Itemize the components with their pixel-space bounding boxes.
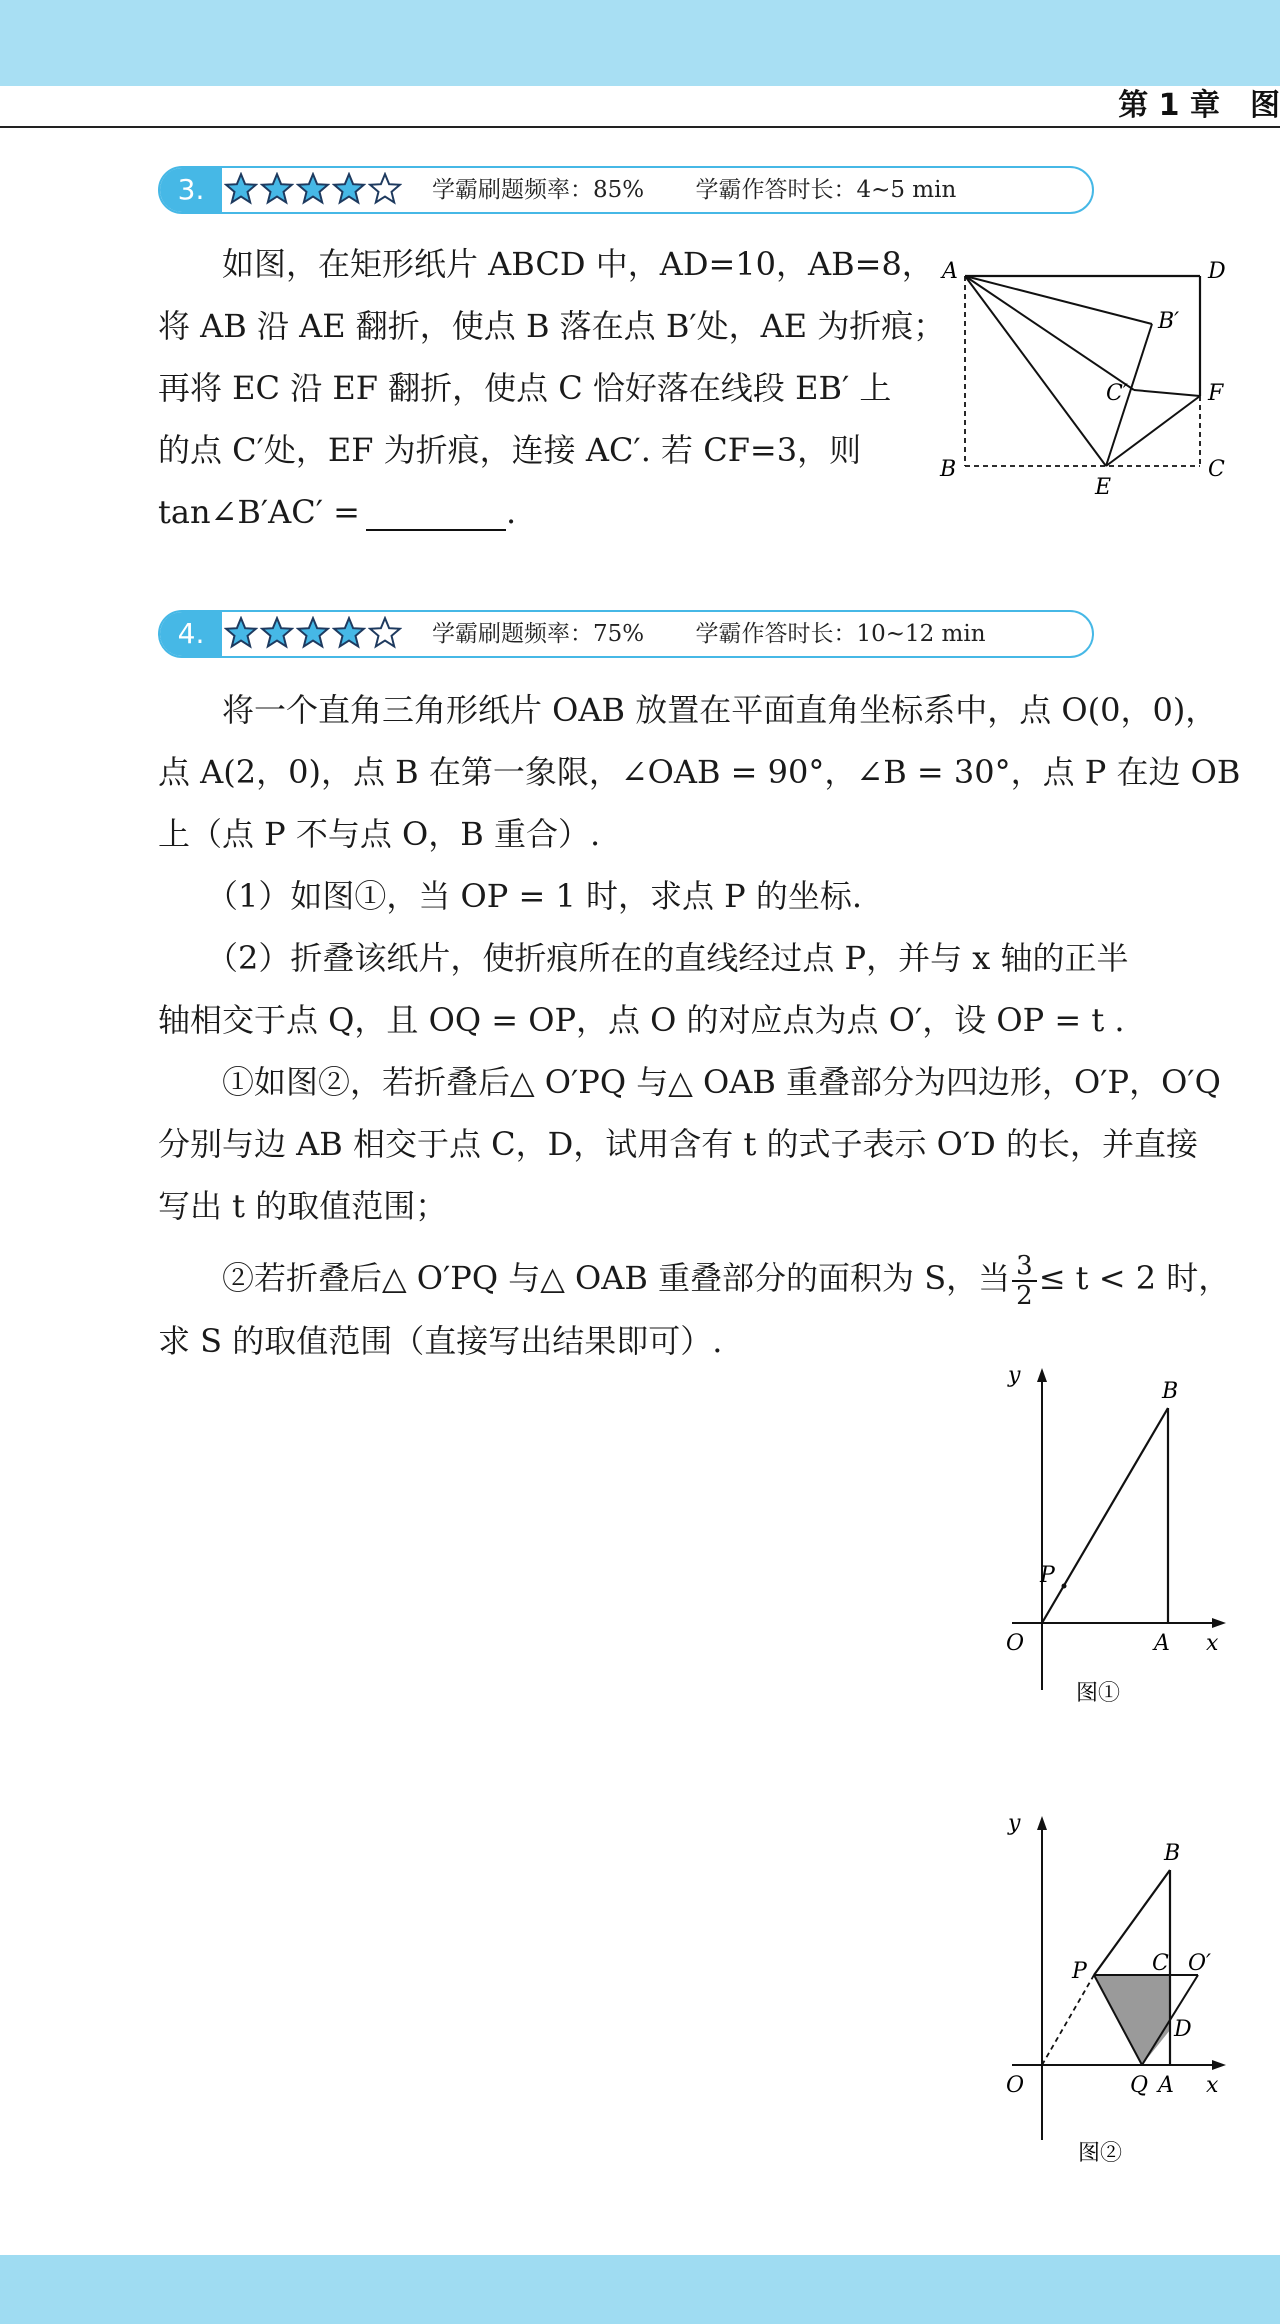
label-c-prime: C′ (1106, 381, 1128, 406)
label-e: E (1095, 475, 1112, 500)
question-4-bar (158, 610, 1094, 658)
question-meta (432, 612, 1030, 656)
question-number: 3. (160, 168, 222, 212)
star-filled-icon (296, 616, 330, 650)
star-empty-icon (368, 616, 402, 650)
text-line: 求 S 的取值范围（直接写出结果即可）. (158, 1321, 723, 1360)
bottom-band (0, 2255, 1280, 2324)
text-line: 如图，在矩形纸片 ABCD 中，AD=10，AB=8， (158, 245, 934, 283)
axis-y-label: y (1008, 1811, 1021, 1836)
text-line: 的点 C′处，EF 为折痕，连接 AC′. 若 CF=3，则 (158, 431, 862, 469)
label-b: B (1164, 1841, 1181, 1866)
label-o: O (1006, 1631, 1025, 1656)
label-f: F (1208, 381, 1224, 406)
axis-y-label: y (1008, 1363, 1021, 1388)
text-line: 写出 t 的取值范围； (158, 1187, 448, 1225)
star-filled-icon (332, 616, 366, 650)
top-band (0, 0, 1280, 86)
label-d: D (1174, 2017, 1192, 2042)
label-c: C (1152, 1951, 1169, 1976)
text-line: 将 AB 沿 AE 翻折，使点 B 落在点 B′处，AE 为折痕； (158, 307, 946, 345)
text-line: 点 A(2，0)，点 B 在第一象限，∠OAB = 90°，∠B = 30°，点 P 在边 OB (158, 753, 1241, 791)
label-p: P (1072, 1959, 1087, 1984)
axis-x-label: x (1206, 1631, 1219, 1656)
figure-2-caption: 图② (1078, 2141, 1123, 2166)
axis-x-label: x (1206, 2073, 1219, 2098)
text-segment: ≤ t < 2 时， (1038, 1259, 1231, 1297)
label-o: O (1006, 2073, 1025, 2098)
tan-expression: tan∠B′AC′ = (158, 493, 360, 531)
text-line: （1）如图①，当 OP = 1 时，求点 P 的坐标. (158, 877, 863, 915)
star-filled-icon (296, 172, 330, 206)
label-b: B (1162, 1379, 1179, 1404)
question-4-text (158, 679, 1241, 1372)
text-line: 上（点 P 不与点 O，B 重合）. (158, 815, 601, 853)
text-line: 轴相交于点 Q，且 OQ = OP，点 O 的对应点为点 O′，设 OP = t . (158, 1001, 1125, 1039)
text-segment: ②若折叠后△ O′PQ 与△ OAB 重叠部分的面积为 S，当 (158, 1259, 1011, 1297)
text-line: 将一个直角三角形纸片 OAB 放置在平面直角坐标系中，点 O(0，0)， (158, 691, 1218, 729)
difficulty-stars (224, 616, 402, 652)
answer-blank[interactable] (366, 491, 506, 531)
question-3-bar (158, 166, 1094, 214)
difficulty-stars (224, 172, 402, 208)
text-line (158, 481, 918, 543)
text-line (158, 1247, 1238, 1310)
figure-2 (992, 1810, 1232, 2180)
text-line: 再将 EC 沿 EF 翻折，使点 C 恰好落在线段 EB′ 上 (158, 369, 892, 407)
figure-1 (992, 1360, 1232, 1710)
rectangle-fold-figure (930, 254, 1230, 504)
fraction-denominator: 2 (1016, 1280, 1033, 1311)
fraction-three-halves (1012, 1252, 1037, 1310)
star-filled-icon (224, 616, 258, 650)
text-line: ①如图②，若折叠后△ O′PQ 与△ OAB 重叠部分为四边形，O′P，O′Q (158, 1063, 1221, 1101)
figure-1-caption: 图① (1076, 1681, 1121, 1706)
question-3-text (158, 233, 946, 543)
label-a: A (1154, 1631, 1170, 1656)
star-filled-icon (332, 172, 366, 206)
label-d: D (1208, 259, 1226, 284)
star-filled-icon (224, 172, 258, 206)
label-p: P (1040, 1563, 1055, 1588)
label-o-prime: O′ (1188, 1951, 1212, 1976)
practice-frequency: 学霸刷题频率：85% (432, 177, 645, 203)
fraction-numerator: 3 (1012, 1252, 1037, 1282)
answer-time: 学霸作答时长：10~12 min (695, 621, 986, 647)
star-filled-icon (260, 616, 294, 650)
chapter-title: 第 1 章 图 (1110, 86, 1280, 126)
practice-frequency: 学霸刷题频率：75% (432, 621, 645, 647)
label-c: C (1208, 457, 1225, 482)
question-meta (432, 168, 1000, 212)
text-line: （2）折叠该纸片，使折痕所在的直线经过点 P，并与 x 轴的正半 (158, 939, 1129, 977)
label-a: A (1158, 2073, 1174, 2098)
text-line: 分别与边 AB 相交于点 C，D，试用含有 t 的式子表示 O′D 的长，并直接 (158, 1125, 1198, 1163)
answer-time: 学霸作答时长：4~5 min (695, 177, 957, 203)
label-b-prime: B′ (1158, 309, 1180, 334)
star-empty-icon (368, 172, 402, 206)
label-b: B (940, 457, 957, 482)
star-filled-icon (260, 172, 294, 206)
label-a: A (942, 259, 958, 284)
header-rule (0, 126, 1280, 128)
question-number: 4. (160, 612, 222, 656)
period: . (505, 493, 517, 531)
label-q: Q (1130, 2073, 1149, 2098)
